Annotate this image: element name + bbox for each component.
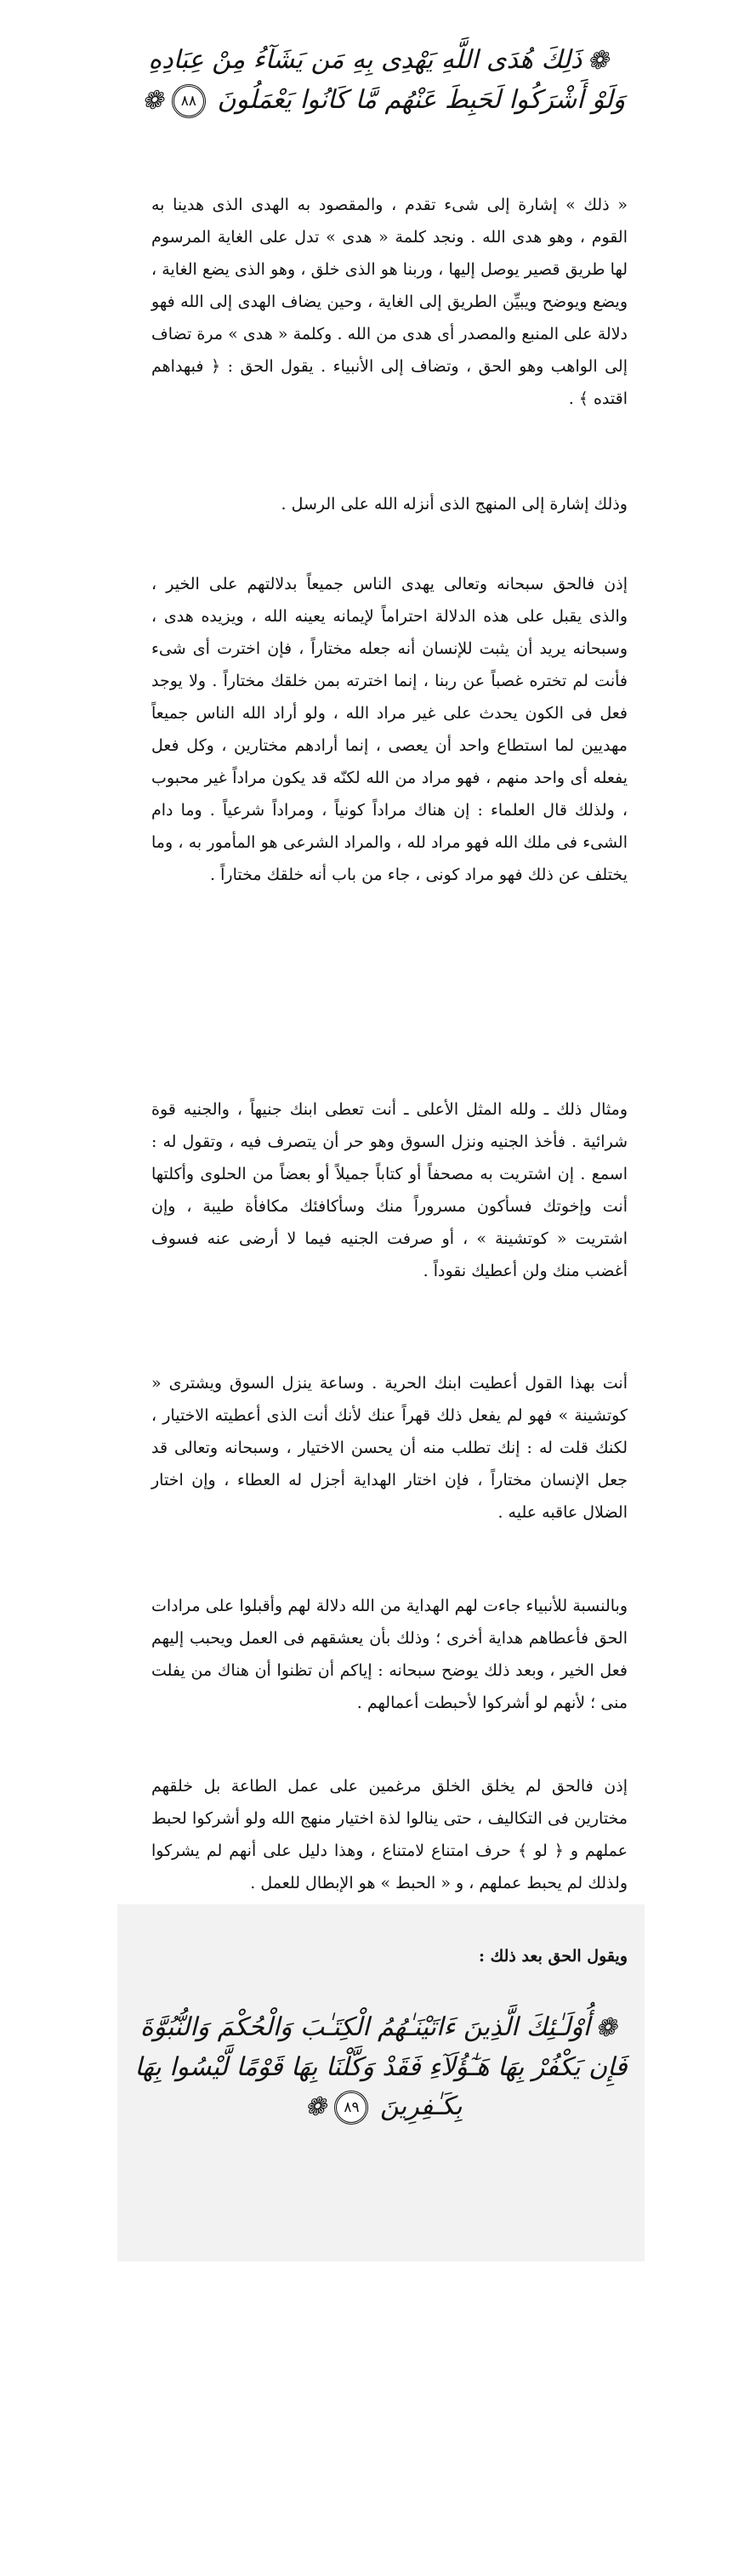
verse-text: ذَلِكَ هُدَى اللَّهِ يَهْدِى بِهِ مَن يَشَآءُ مِنْ عِبَادِهِ	[148, 45, 582, 75]
ayah-number-badge: ٨٩	[334, 2091, 368, 2125]
paragraph: أنت بهذا القول أعطيت ابنك الحرية . وساعة ينزل السوق ويشترى « كوتشينة » فهو لم يفعل ذلك قهراً عنك لأنك أنت الذى أعطيته الاختيار ، لكنك قلت له : إنك تطلب منه أن يحسن الاختيار ، وسبحانه وتعالى قد جعل الإنسان مختاراً ، فإن اختار الهداية أجزل له العطاء ، وإن اختار الضلال عاقبه عليه .	[151, 1374, 628, 1522]
verse-block-89	[117, 2008, 645, 2127]
verse-line	[117, 2048, 645, 2087]
ornament-icon: ❁	[595, 2013, 617, 2043]
paragraph: وبالنسبة للأنبياء جاءت لهم الهداية من الله دلالة لهم وأقبلوا على مرادات الحق فأعطاهم هداية أخرى ؛ وذلك بأن يعشقهم فى العمل ويحبب إليهم فعل الخير ، وبعد ذلك يوضح سبحانه : إياكم أن تظنوا أن هناك من يفلت منى ؛ لأنهم لو أشركوا لأحبطت أعمالهم .	[151, 1597, 628, 1712]
verse-line	[117, 81, 645, 121]
verse-block-88	[117, 41, 645, 121]
paragraph: ومثال ذلك ـ ولله المثل الأعلى ـ أنت تعطى ابنك جنيهاً ، والجنيه قوة شرائية . فأخذ الجنيه ونزل السوق وهو حر أن يتصرف فيه ، وتقول له : اسمع . إن اشتريت به مصحفاً أو كتاباً جميلاً أو بعضاً من الحلوى وأكلتها أنت وإخوتك فسأكون مسروراً منك وسأكافئك مكافأة طيبة ، وإن اشتريت « كوتشينة » ، أو صرفت الجنيه فيما لا أرضى عنه فسوف أغضب منك ولن أعطيك نقوداً .	[151, 1100, 628, 1280]
verse-text: أُوْلَـٰئِكَ الَّذِينَ ءَاتَيْنَـٰهُمُ الْكِتَـٰبَ وَالْحُكْمَ وَالنُّبُوَّةَ	[139, 2012, 590, 2042]
verse-text: وَلَوْ أَشْرَكُوا لَحَبِطَ عَنْهُم مَّا كَانُوا يَعْمَلُونَ	[217, 85, 626, 115]
ornament-icon: ❁	[587, 46, 609, 76]
verse-line	[117, 41, 645, 81]
verse-text: بِكَـٰفِرِينَ	[380, 2091, 463, 2121]
ayah-number-badge: ٨٨	[172, 84, 206, 118]
verse-text: فَإِن يَكْفُرْ بِهَا هَـٰٓؤُلَآءِ فَقَدْ وَكَّلْنَا بِهَا قَوْمًا لَّيْسُوا بِهَا	[134, 2052, 628, 2082]
verse-line	[117, 2087, 645, 2127]
paragraph: إذن فالحق لم يخلق الخلق مرغمين على عمل الطاعة بل خلقهم مختارين فى التكاليف ، حتى ينالوا لذة اختيار منهج الله ولو أشركوا لحبط عملهم و ﴿ لو ﴾ حرف امتناع لامتناع ، وهذا دليل على أنهم لم يشركوا ولذلك لم يحبط عملهم ، و « الحبط » هو الإبطال للعمل .	[151, 1777, 628, 1892]
ornament-icon: ❁	[141, 86, 163, 116]
verse-line	[117, 2008, 645, 2048]
ornament-icon: ❁	[304, 2092, 327, 2122]
intro-line: ويقول الحق بعد ذلك :	[478, 1947, 628, 1966]
paragraph: « ذلك » إشارة إلى شىء تقدم ، والمقصود به الهدى الذى هدينا به القوم ، وهو هدى الله . ونجد كلمة « هدى » تدل على الغاية المرسوم لها طريق قصير يوصل إليها ، وربنا هو الذى خلق ، وهو الذى يضع الغاية ، ويضع ويوضح ويبيِّن الطريق إلى الغاية ، وحين يضاف الهدى إلى الله فهو دلالة على المنبع والمصدر أى هدى من الله . وكلمة « هدى » مرة تضاف إلى الواهب وهو الحق ، وتضاف إلى الأنبياء . يقول الحق : ﴿ فبهداهم اقتده ﴾ .	[151, 196, 628, 408]
paragraph: وذلك إشارة إلى المنهج الذى أنزله الله على الرسل .	[281, 495, 628, 513]
paragraph: إذن فالحق سبحانه وتعالى يهدى الناس جميعاً بدلالتهم على الخير ، والذى يقبل على هذه الدلالة احتراماً لإيمانه يعينه الله ، ويزيده هدى ، وسبحانه يريد أن يثبت للإنسان أنه جعله مختاراً ، فإن اخترت أى شىء فأنت لم تختره غصباً عن ربنا ، إنما اخترته بمن خلقك مختاراً . ولا يوجد فعل فى الكون يحدث على غير مراد الله ، ولو أراد الله الناس جميعاً مهديين لما استطاع واحد أن يعصى ، إنما أرادهم مختارين ، وكل فعل يفعله أى واحد منهم ، فهو مراد من الله لكنّه قد يكون مراداً غير محبوب ، ولذلك قال العلماء : إن هناك مراداً كونياً ، ومراداً شرعياً . وما دام الشىء فى ملك الله فهو مراد لله ، والمراد الشرعى هو المأمور به ، وما يختلف عن ذلك فهو مراد كونى ، جاء من باب أنه خلقك مختاراً .	[151, 575, 628, 884]
